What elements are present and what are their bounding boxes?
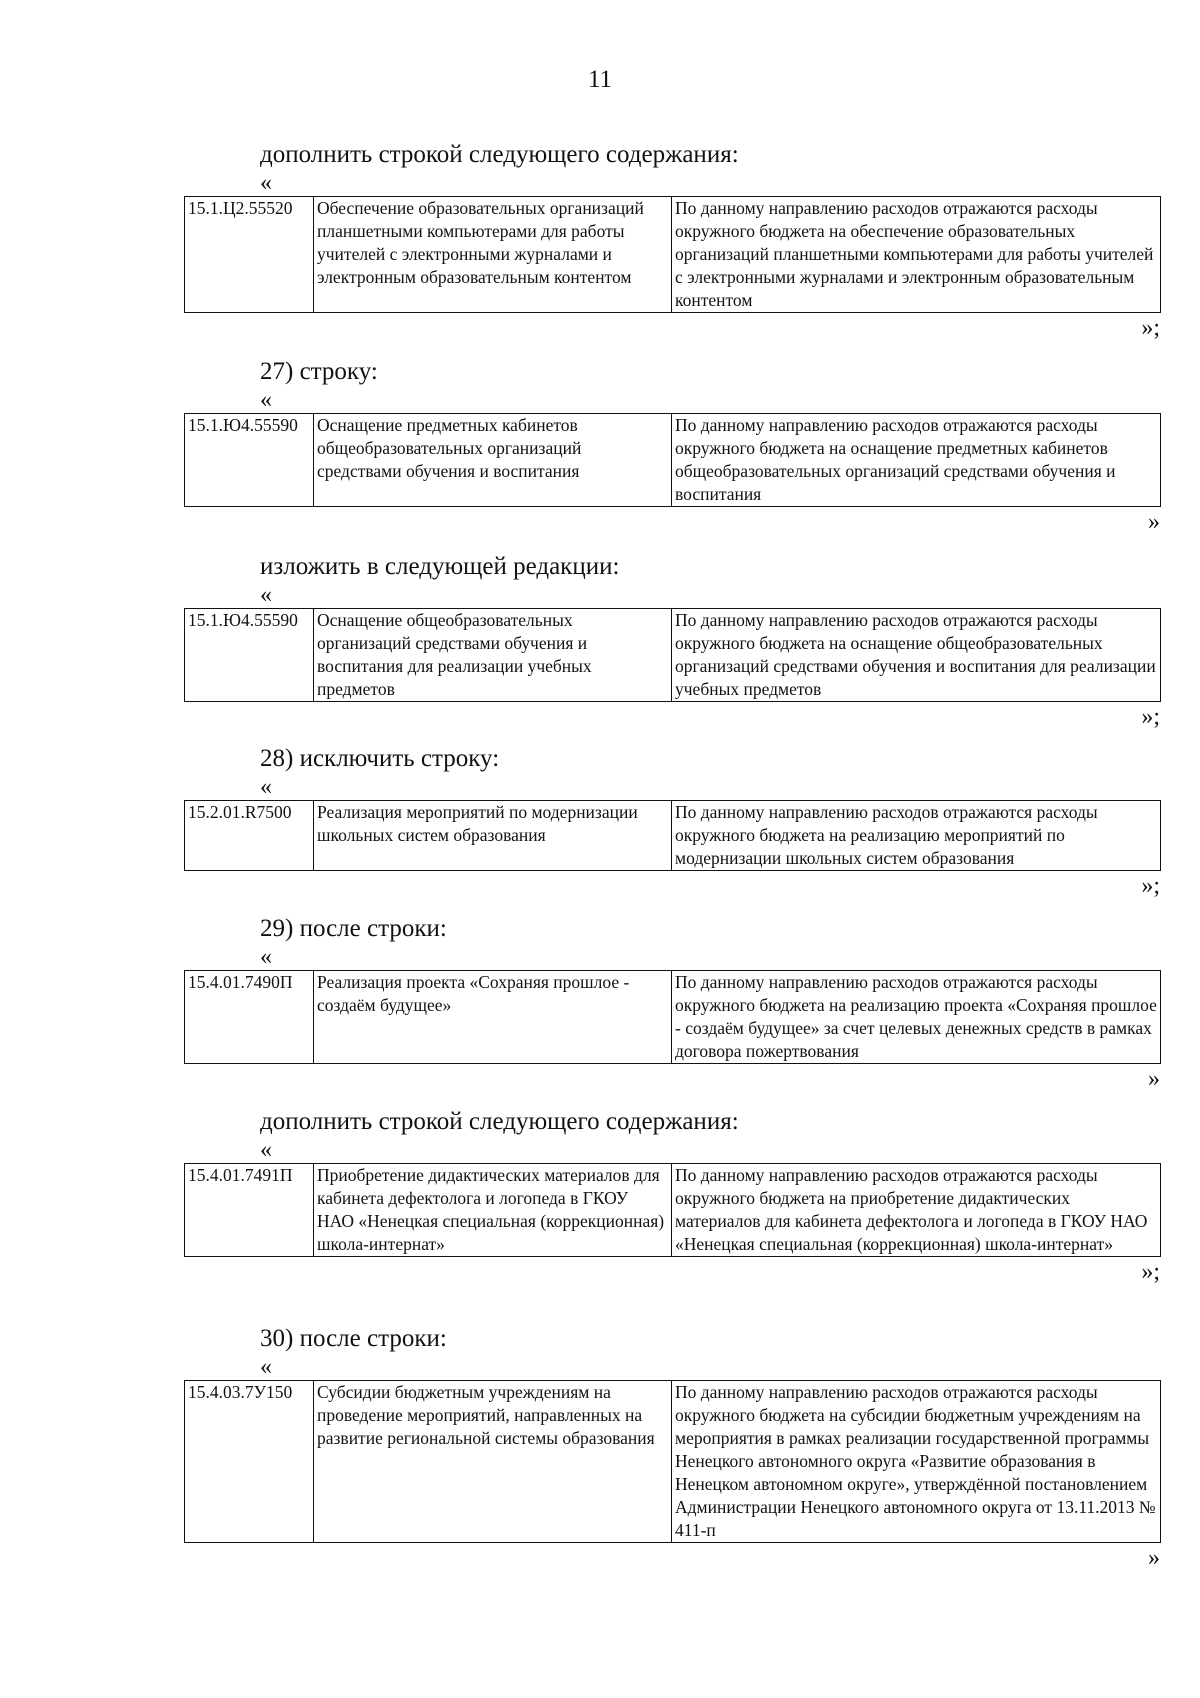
code-cell: 15.4.01.7491П — [185, 1164, 314, 1257]
table-row — [185, 414, 1161, 507]
instruction-text: дополнить строкой следующего содержания: — [260, 141, 739, 168]
open-quote: « — [260, 1354, 272, 1380]
budget-table — [184, 1380, 1161, 1543]
close-quote: »; — [1141, 1259, 1160, 1285]
code-cell: 15.1.Ю4.55590 — [185, 609, 314, 702]
description-cell: По данному направлению расходов отражаются расходы окружного бюджета на оснащение общеобразовательных организаций средствами обучения и воспитания для реализации учебных предметов — [672, 609, 1161, 702]
amendment-section — [184, 552, 1160, 732]
amendment-section — [184, 1324, 1160, 1573]
amendment-section — [184, 357, 1160, 537]
close-quote: » — [1148, 1545, 1160, 1571]
instruction-text: 27) строку: — [260, 358, 378, 385]
open-quote: « — [260, 1137, 272, 1163]
budget-table — [184, 800, 1161, 871]
budget-table — [184, 608, 1161, 702]
close-quote: »; — [1141, 315, 1160, 341]
code-cell: 15.4.03.7У150 — [185, 1381, 314, 1543]
name-cell: Оснащение общеобразовательных организаций средствами обучения и воспитания для реализации учебных предметов — [314, 609, 672, 702]
open-quote: « — [260, 774, 272, 800]
instruction-text: 30) после строки: — [260, 1325, 447, 1352]
instruction-text: дополнить строкой следующего содержания: — [260, 1108, 739, 1135]
table-row — [185, 609, 1161, 702]
table-row — [185, 197, 1161, 313]
amendment-section — [184, 1107, 1160, 1287]
close-quote: » — [1148, 1066, 1160, 1092]
description-cell: По данному направлению расходов отражаются расходы окружного бюджета на субсидии бюджетным учреждениям на мероприятия в рамках реализации государственной программы Ненецкого автономного округа «Развитие образования в Ненецком автономном округе», утверждённой постановлением Администрации Ненецкого автономного округа от 13.11.2013 № 411-п — [672, 1381, 1161, 1543]
open-quote: « — [260, 582, 272, 608]
description-cell: По данному направлению расходов отражаются расходы окружного бюджета на обеспечение образовательных организаций планшетными компьютерами для работы учителей с электронными журналами и электронным образовательным контентом — [672, 197, 1161, 313]
instruction-text: 28) исключить строку: — [260, 745, 500, 772]
table-row — [185, 801, 1161, 871]
close-quote: » — [1148, 509, 1160, 535]
name-cell: Приобретение дидактических материалов для кабинета дефектолога и логопеда в ГКОУ НАО «Ненецкая специальная (коррекционная) школа-интернат» — [314, 1164, 672, 1257]
close-quote: »; — [1141, 873, 1160, 899]
description-cell: По данному направлению расходов отражаются расходы окружного бюджета на реализацию проекта «Сохраняя прошлое - создаём будущее» за счет целевых денежных средств в рамках договора пожертвования — [672, 971, 1161, 1064]
code-cell: 15.2.01.R7500 — [185, 801, 314, 871]
budget-table — [184, 1163, 1161, 1257]
description-cell: По данному направлению расходов отражаются расходы окружного бюджета на приобретение дидактических материалов для кабинета дефектолога и логопеда в ГКОУ НАО «Ненецкая специальная (коррекционная) школа-интернат» — [672, 1164, 1161, 1257]
amendment-section — [184, 744, 1160, 901]
table-row — [185, 1381, 1161, 1543]
name-cell: Оснащение предметных кабинетов общеобразовательных организаций средствами обучения и воспитания — [314, 414, 672, 507]
name-cell: Реализация проекта «Сохраняя прошлое - создаём будущее» — [314, 971, 672, 1064]
code-cell: 15.1.Ю4.55590 — [185, 414, 314, 507]
budget-table — [184, 196, 1161, 313]
table-row — [185, 971, 1161, 1064]
budget-table — [184, 413, 1161, 507]
instruction-text: изложить в следующей редакции: — [260, 553, 620, 580]
code-cell: 15.1.Ц2.55520 — [185, 197, 314, 313]
description-cell: По данному направлению расходов отражаются расходы окружного бюджета на реализацию мероприятий по модернизации школьных систем образования — [672, 801, 1161, 871]
instruction-text: 29) после строки: — [260, 915, 447, 942]
open-quote: « — [260, 170, 272, 196]
name-cell: Реализация мероприятий по модернизации школьных систем образования — [314, 801, 672, 871]
amendment-section — [184, 914, 1160, 1094]
close-quote: »; — [1141, 704, 1160, 730]
name-cell: Субсидии бюджетным учреждениям на проведение мероприятий, направленных на развитие региональной системы образования — [314, 1381, 672, 1543]
table-row — [185, 1164, 1161, 1257]
description-cell: По данному направлению расходов отражаются расходы окружного бюджета на оснащение предметных кабинетов общеобразовательных организаций средствами обучения и воспитания — [672, 414, 1161, 507]
budget-table — [184, 970, 1161, 1064]
code-cell: 15.4.01.7490П — [185, 971, 314, 1064]
open-quote: « — [260, 944, 272, 970]
name-cell: Обеспечение образовательных организаций планшетными компьютерами для работы учителей с электронными журналами и электронным образовательным контентом — [314, 197, 672, 313]
amendment-section — [184, 140, 1160, 343]
page-number: 11 — [587, 66, 613, 93]
open-quote: « — [260, 387, 272, 413]
